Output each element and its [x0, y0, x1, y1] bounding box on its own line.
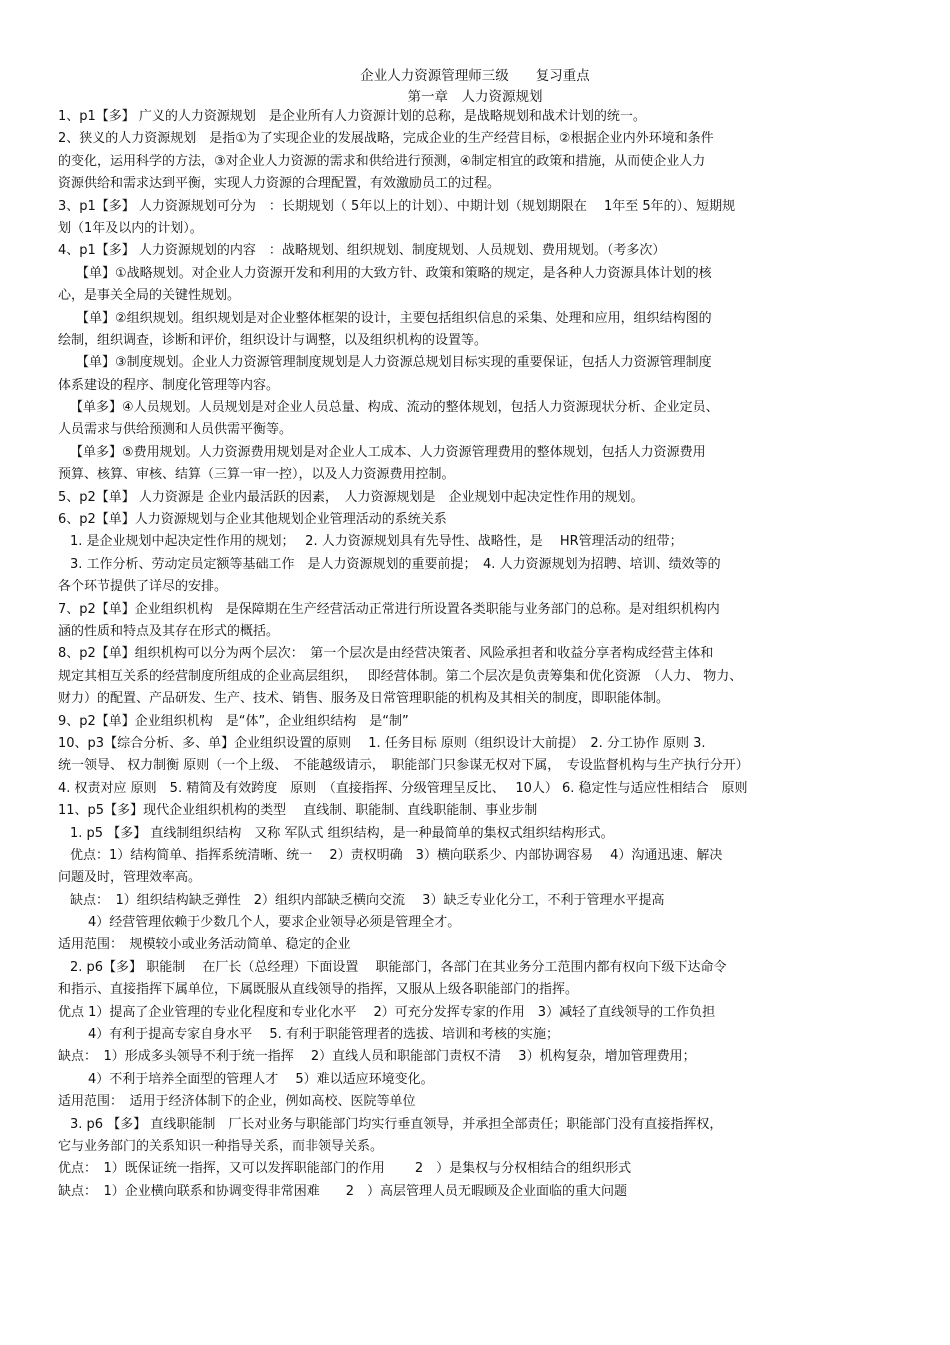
text-line: 4）不利于培养全面型的管理人才 5）难以适应环境变化。 [88, 1071, 434, 1087]
text-line: 和指示、直接指挥下属单位，下属既服从直线领导的指挥，又服从上级各职能部门的指挥。 [58, 982, 579, 998]
content-body [58, 106, 898, 1203]
document-title: 企业人力资源管理师三级 复习重点 [360, 68, 590, 84]
text-line: 11、p5【多】现代企业组织机构的类型 直线制、职能制、直线职能制、事业步制 [58, 803, 538, 819]
text-line: 划（1年及以内的计划）。 [58, 220, 203, 236]
text-line: 4. 权责对应 原则 5. 精简及有效跨度 原则 （直接指挥、分级管理呈反比、 10人） 6. 稳定性与适应性相结合 原则 [58, 780, 748, 796]
text-line: 预算、核算、审核、结算（三算一审一控），以及人力资源费用控制。 [58, 467, 455, 483]
text-line: 的变化，运用科学的方法，③对企业人力资源的需求和供给进行预测，④制定相宜的政策和措施，从而使企业人力 [58, 153, 706, 169]
text-line: 1、p1【多】 广义的人力资源规划 是企业所有人力资源计划的总称，是战略规划和战术计划的统一。 [58, 109, 646, 124]
text-line: 问题及时，管理效率高。 [58, 870, 202, 886]
text-line: 适用范围： 规模较小或业务活动简单、稳定的企业 [58, 937, 351, 953]
text-line: 【单多】⑤费用规划。人力资源费用规划是对企业人工成本、人力资源管理费用的整体规划，包括人力资源费用 [70, 444, 706, 460]
text-line: 缺点： 1）形成多头领导不利于统一指挥 2）直线人员和职能部门责权不清 3）机构复杂，增加管理费用； [58, 1049, 696, 1065]
text-line: 缺点： 1）组织结构缺乏弹性 2）组织内部缺乏横向交流 3）缺乏专业化分工，不利于管理水平提高 [70, 892, 665, 908]
text-line: 规定其相互关系的经营制度所组成的企业高层组织， 即经营体制。第二个层次是负责筹集和优化资源 （人力、 物力、 [58, 668, 743, 684]
text-line: 3、p1【多】 人力资源规划可分为 ：长期规划（ 5年以上的计划）、中期计划（规划期限在 1年至 5年的）、短期规 [58, 198, 736, 214]
text-line: 2、狭义的人力资源规划 是指①为了实现企业的发展战略，完成企业的生产经营目标，②根据企业内外环境和条件 [58, 131, 714, 147]
text-line: 它与业务部门的关系知识一种指导关系，而非领导关系。 [58, 1138, 384, 1154]
text-line: 优点： 1）既保证统一指挥，又可以发挥职能部门的作用 2 ）是集权与分权相结合的组织形式 [58, 1161, 632, 1177]
text-line: 资源供给和需求达到平衡，实现人力资源的合理配置，有效激励员工的过程。 [58, 176, 501, 192]
text-line: 9、p2【单】企业组织机构 是“体”，企业组织结构 是“制” [58, 713, 409, 729]
text-line: 优点 1）提高了企业管理的专业化程度和专业化水平 2）可充分发挥专家的作用 3）减轻了直线领导的工作负担 [58, 1004, 716, 1020]
text-line: 【单】①战略规划。对企业人力资源开发和利用的大致方针、政策和策略的规定，是各种人力资源具体计划的核 [76, 265, 712, 281]
text-line: 4、p1【多】 人力资源规划的内容 ：战略规划、组织规划、制度规划、人员规划、费用规划。（考多次） [58, 243, 666, 259]
text-line: 各个环节提供了详尽的安排。 [58, 579, 228, 595]
text-line: 绘制，组织调查，诊断和评价，组织设计与调整，以及组织机构的设置等。 [58, 332, 488, 348]
text-line: 统一领导、 权力制衡 原则（一个上级、 不能越级请示， 职能部门只参谋无权对下属， 专设监督机构与生产执行分开） [58, 758, 749, 774]
text-line: 【单多】④人员规划。人员规划是对企业人员总量、构成、流动的整体规划，包括人力资源现状分析、企业定员、 [70, 400, 719, 416]
text-line: 4）经营管理依赖于少数几个人，要求企业领导必须是管理全才。 [88, 915, 461, 931]
text-line: 3. p6 【多】 直线职能制 厂长对业务与职能部门均实行垂直领导，并承担全部责任；职能部门没有直接指挥权， [70, 1116, 723, 1132]
text-line: 4）有利于提高专家自身水平 5. 有利于职能管理者的选拔、培训和考核的实施； [88, 1027, 559, 1043]
chapter-heading: 第一章 人力资源规划 [407, 89, 543, 105]
text-line: 心，是事关全局的关键性规划。 [58, 288, 241, 304]
text-line: 优点：1）结构简单、指挥系统清晰、统一 2）责权明确 3）横向联系少、内部协调容易 4）沟通迅速、解决 [70, 847, 723, 863]
text-line: 【单】②组织规划。组织规划是对企业整体框架的设计，主要包括组织信息的采集、处理和应用，组织结构图的 [76, 310, 712, 326]
text-line: 1. p5 【多】 直线制组织结构 又称 军队式 组织结构，是一种最简单的集权式组织结构形式。 [70, 825, 614, 841]
text-line: 人员需求与供给预测和人员供需平衡等。 [58, 422, 293, 438]
text-line: 10、p3【综合分析、多、单】企业组织设置的原则 1. 任务目标 原则（组织设计大前提） 2. 分工协作 原则 3. [58, 735, 706, 751]
text-line: 适用范围： 适用于经济体制下的企业，例如高校、医院等单位 [58, 1094, 416, 1110]
text-line: 财力）的配置、产品研发、生产、技术、销售、服务及日常管理职能的机构及其相关的制度，即职能体制。 [58, 691, 670, 707]
text-line: 【单】③制度规划。企业人力资源管理制度规划是人力资源总规划目标实现的重要保证，包括人力资源管理制度 [76, 355, 712, 371]
text-line: 5、p2【单】 人力资源是 企业内最活跃的因素， 人力资源规划是 企业规划中起决定性作用的规划。 [58, 489, 644, 505]
text-line: 体系建设的程序、制度化管理等内容。 [58, 377, 280, 393]
text-line: 缺点： 1）企业横向联系和协调变得非常困难 2 ）高层管理人员无暇顾及企业面临的重大问题 [58, 1183, 628, 1199]
text-line: 1. 是企业规划中起决定性作用的规划； 2. 人力资源规划具有先导性、战略性，是 HR管理活动的纽带； [70, 534, 683, 550]
text-line: 6、p2【单】人力资源规划与企业其他规划企业管理活动的系统关系 [58, 512, 447, 528]
text-line: 2. p6【多】 职能制 在厂长（总经理）下面设置 职能部门，各部门在其业务分工范围内都有权向下级下达命令 [70, 959, 727, 975]
text-line: 7、p2【单】企业组织机构 是保障期在生产经营活动正常进行所设置各类职能与业务部门的总称。是对组织机构内 [58, 601, 720, 617]
text-line: 涵的性质和特点及其存在形式的概括。 [58, 623, 280, 639]
text-line: 8、p2【单】组织机构可以分为两个层次： 第一个层次是由经营决策者、风险承担者和收益分享者构成经营主体和 [58, 646, 714, 662]
text-line: 3. 工作分析、劳动定员定额等基础工作 是人力资源规划的重要前提； 4. 人力资源规划为招聘、培训、绩效等的 [70, 556, 721, 572]
